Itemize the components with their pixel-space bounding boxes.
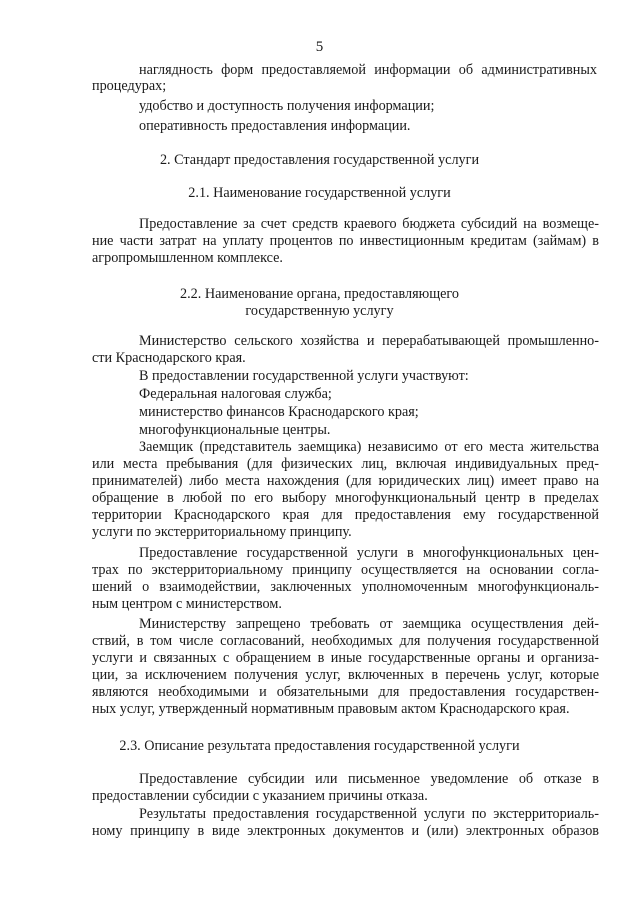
body-line: ному принципу в виде электронных документов и (или) электронных образов bbox=[92, 823, 599, 839]
body-line: услуги и связанных с обращением в иные государственные органы и организа- bbox=[92, 650, 599, 666]
section-heading: 2. Стандарт предоставления государственной услуги bbox=[159, 152, 480, 168]
page-number: 5 bbox=[315, 39, 324, 55]
subsection-heading: 2.1. Наименование государственной услуги bbox=[188, 185, 451, 201]
body-line: министерство финансов Краснодарского края; bbox=[139, 404, 419, 420]
intro-line: наглядность форм предоставляемой информации об административных bbox=[139, 62, 597, 78]
intro-line: оперативность предоставления информации. bbox=[139, 118, 411, 134]
subsection-heading: 2.2. Наименование органа, предоставляющего bbox=[180, 286, 459, 302]
body-line: Предоставление государственной услуги в многофункциональных цен- bbox=[139, 545, 599, 561]
intro-line: процедурах; bbox=[92, 78, 167, 94]
intro-line: удобство и доступность получения информации; bbox=[139, 98, 435, 114]
body-line: сти Краснодарского края. bbox=[92, 350, 246, 366]
body-line: ным центром с министерством. bbox=[92, 596, 282, 612]
body-line: или места пребывания (для физических лиц, включая индивидуальных пред- bbox=[92, 456, 599, 472]
body-line: предоставлении субсидии с указанием причины отказа. bbox=[92, 788, 428, 804]
body-line: услуги по экстерриториальному принципу. bbox=[92, 524, 352, 540]
body-line: многофункциональные центры. bbox=[139, 422, 331, 438]
body-line: Министерству запрещено требовать от заемщика осуществления дей- bbox=[139, 616, 599, 632]
body-line: шений о взаимодействии, заключенных уполномоченным многофункциональ- bbox=[92, 579, 599, 595]
body-line: Предоставление субсидии или письменное уведомление об отказе в bbox=[139, 771, 599, 787]
body-line: территории Краснодарского края для предоставления ему государственной bbox=[92, 507, 599, 523]
body-line: Предоставление за счет средств краевого бюджета субсидий на возмеще- bbox=[139, 216, 599, 232]
body-line: ции, за исключением получения услуг, включенных в перечень услуг, которые bbox=[92, 667, 599, 683]
body-line: ных услуг, утвержденный нормативным правовым актом Краснодарского края. bbox=[92, 701, 570, 717]
body-line: Министерство сельского хозяйства и перерабатывающей промышленно- bbox=[139, 333, 599, 349]
body-line: являются необходимыми и обязательными для предоставления государствен- bbox=[92, 684, 599, 700]
body-line: трах по экстерриториальному принципу осуществляется на основании согла- bbox=[92, 562, 599, 578]
body-line: обращение в любой по его выбору многофункциональный центр в пределах bbox=[92, 490, 599, 506]
subsection-heading: 2.3. Описание результата предоставления государственной услуги bbox=[119, 738, 520, 754]
body-line: Федеральная налоговая служба; bbox=[139, 386, 332, 402]
body-line: Результаты предоставления государственной услуги по экстерриториаль- bbox=[139, 806, 599, 822]
body-line: ние части затрат на уплату процентов по инвестиционным кредитам (займам) в bbox=[92, 233, 599, 249]
body-line: агропромышленном комплексе. bbox=[92, 250, 283, 266]
body-line: принимателей) либо места нахождения (для юридических лиц) имеет право на bbox=[92, 473, 599, 489]
body-line: Заемщик (представитель заемщика) независимо от его места жительства bbox=[139, 439, 599, 455]
body-line: В предоставлении государственной услуги участвуют: bbox=[139, 368, 469, 384]
body-line: ствий, в том числе согласований, необходимых для получения государственной bbox=[92, 633, 599, 649]
subsection-heading: государственную услугу bbox=[245, 303, 394, 319]
